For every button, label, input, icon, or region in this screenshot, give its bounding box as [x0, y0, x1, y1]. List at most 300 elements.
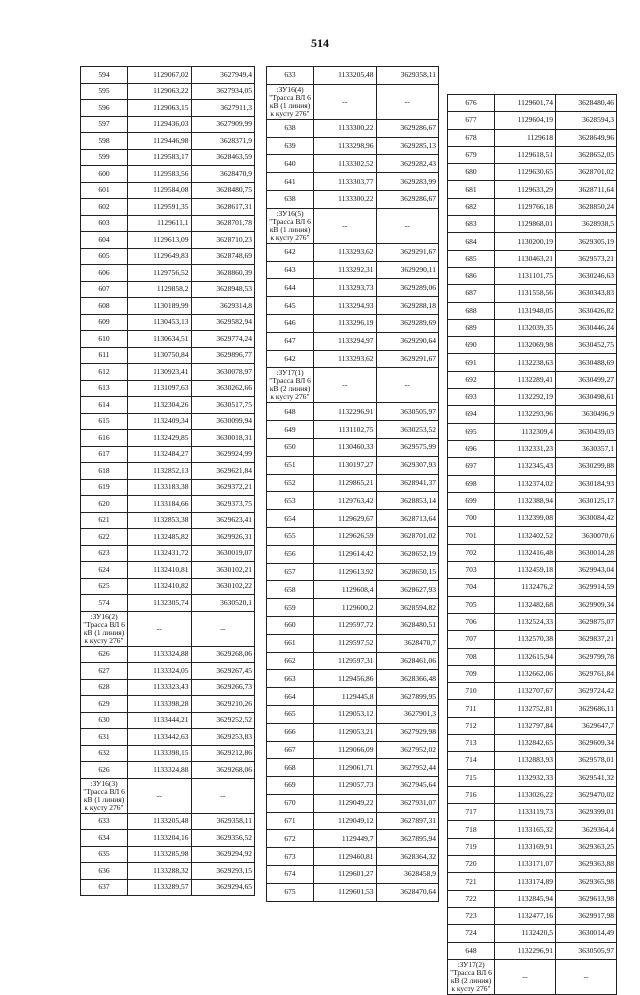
point-number-cell: 611	[81, 347, 128, 364]
y-coordinate-cell: 3629924,99	[191, 446, 255, 463]
point-number-cell: 618	[81, 463, 128, 480]
y-coordinate-cell: 3628650,15	[376, 563, 439, 581]
point-number-cell: 719	[448, 838, 495, 855]
table-row	[81, 182, 255, 199]
table-row	[448, 821, 617, 838]
x-coordinate-cell: 1129601,27	[314, 866, 377, 884]
point-number-cell: 617	[81, 446, 128, 463]
table-row	[267, 759, 439, 777]
table-row	[267, 723, 439, 741]
table-row	[81, 413, 255, 430]
table-row	[81, 100, 255, 117]
point-number-cell: 664	[267, 688, 314, 706]
x-coordinate-cell: 1129766,18	[495, 198, 556, 215]
point-number-cell: 625	[81, 578, 128, 595]
point-number-cell: 659	[267, 599, 314, 617]
table-row	[448, 164, 617, 181]
point-number-cell: 715	[448, 769, 495, 786]
parcel-label-row	[267, 368, 439, 403]
table-row	[267, 883, 439, 901]
point-number-cell: 706	[448, 613, 495, 630]
table-row	[448, 319, 617, 336]
table-row	[267, 67, 439, 85]
x-coordinate-cell: 1132524,33	[495, 613, 556, 630]
table-row	[267, 777, 439, 795]
point-number-cell: 595	[81, 83, 128, 100]
table-row	[267, 563, 439, 581]
table-row	[267, 545, 439, 563]
y-coordinate-cell: 3630125,17	[556, 492, 617, 509]
table-row	[448, 648, 617, 665]
y-coordinate-cell: 3628480,46	[556, 95, 617, 112]
y-coordinate-cell: 3629914,59	[556, 579, 617, 596]
point-number-cell: 692	[448, 371, 495, 388]
y-coordinate-cell: 3628652,19	[376, 545, 439, 563]
point-number-cell: 680	[448, 164, 495, 181]
point-number-cell: 717	[448, 804, 495, 821]
x-coordinate-cell: 1129057,73	[314, 777, 377, 795]
table-row	[448, 285, 617, 302]
table-row	[448, 769, 617, 786]
point-number-cell: 632	[81, 745, 128, 762]
point-number-cell: 633	[81, 813, 128, 830]
table-row	[448, 198, 617, 215]
y-coordinate-cell: 3630499,27	[556, 371, 617, 388]
point-number-cell: 605	[81, 248, 128, 265]
y-coordinate-cell: 3627949,4	[191, 67, 255, 84]
x-coordinate-cell: 1129049,22	[314, 794, 377, 812]
x-coordinate-cell: 1129583,56	[128, 166, 192, 183]
point-number-cell: 612	[81, 364, 128, 381]
x-coordinate-cell: 1132410,81	[128, 562, 192, 579]
y-coordinate-cell: 3628649,96	[556, 129, 617, 146]
table-row	[81, 512, 255, 529]
x-coordinate-cell: 1133298,96	[314, 137, 377, 155]
table-row	[448, 804, 617, 821]
y-coordinate-cell: 3629363,88	[556, 856, 617, 873]
point-number-cell: 637	[81, 879, 128, 896]
point-number-cell: 677	[448, 112, 495, 129]
y-coordinate-cell: 3629253,83	[191, 729, 255, 746]
y-coordinate-cell: 3629268,06	[191, 762, 255, 779]
point-number-cell: 642	[267, 350, 314, 368]
y-coordinate-cell: 3629268,06	[191, 646, 255, 663]
x-coordinate-cell: 1130453,13	[128, 314, 192, 331]
x-coordinate-cell: 1133324,88	[128, 646, 192, 663]
x-coordinate-cell: 1129601,53	[314, 883, 377, 901]
empty-y-cell: --	[376, 208, 439, 243]
table-row	[267, 474, 439, 492]
y-coordinate-cell: 3629356,52	[191, 830, 255, 847]
x-coordinate-cell: 1132932,33	[495, 769, 556, 786]
point-number-cell: 622	[81, 529, 128, 546]
parcel-label-row	[448, 959, 617, 994]
table-row	[448, 665, 617, 682]
y-coordinate-cell: 3629290,64	[376, 332, 439, 350]
point-number-cell: 646	[267, 314, 314, 332]
table-row	[448, 458, 617, 475]
point-number-cell: 709	[448, 665, 495, 682]
y-coordinate-cell: 3630357,1	[556, 440, 617, 457]
point-number-cell: 606	[81, 265, 128, 282]
y-coordinate-cell: 3629289,69	[376, 314, 439, 332]
table-row	[267, 830, 439, 848]
x-coordinate-cell: 1129053,21	[314, 723, 377, 741]
point-number-cell: 610	[81, 331, 128, 348]
point-number-cell: 661	[267, 634, 314, 652]
table-row	[81, 545, 255, 562]
x-coordinate-cell: 1129460,81	[314, 848, 377, 866]
x-coordinate-cell: 1133165,32	[495, 821, 556, 838]
x-coordinate-cell: 1132399,08	[495, 510, 556, 527]
point-number-cell: 636	[81, 863, 128, 880]
x-coordinate-cell: 1132484,27	[128, 446, 192, 463]
y-coordinate-cell: 3629358,11	[191, 813, 255, 830]
table-row	[81, 729, 255, 746]
x-coordinate-cell: 1129601,74	[495, 95, 556, 112]
table-row	[81, 679, 255, 696]
table-row	[448, 579, 617, 596]
y-coordinate-cell: 3629283,99	[376, 173, 439, 191]
table-row	[267, 314, 439, 332]
point-number-cell: 601	[81, 182, 128, 199]
parcel-label: :ЗУ17(1) "Трасса ВЛ 6 кВ (2 линия) к кусту 276"	[267, 368, 314, 403]
y-coordinate-cell: 3628480,75	[191, 182, 255, 199]
x-coordinate-cell: 1133174,89	[495, 873, 556, 890]
x-coordinate-cell: 1133324,05	[128, 663, 192, 680]
table-row	[448, 216, 617, 233]
table-row	[81, 67, 255, 84]
x-coordinate-cell: 1133026,22	[495, 786, 556, 803]
y-coordinate-cell: 3629364,4	[556, 821, 617, 838]
x-coordinate-cell: 1132402,52	[495, 527, 556, 544]
x-coordinate-cell: 1133289,57	[128, 879, 192, 896]
x-coordinate-cell: 1132431,72	[128, 545, 192, 562]
y-coordinate-cell: 3628850,24	[556, 198, 617, 215]
table-row	[81, 712, 255, 729]
table-row	[81, 646, 255, 663]
y-coordinate-cell: 3630018,31	[191, 430, 255, 447]
point-number-cell: 721	[448, 873, 495, 890]
table-row	[81, 199, 255, 216]
y-coordinate-cell: 3629470,02	[556, 786, 617, 803]
y-coordinate-cell: 3627901,3	[376, 705, 439, 723]
parcel-label: :ЗУ17(2) "Трасса ВЛ 6 кВ (2 линия) к кусту 276"	[448, 959, 495, 994]
x-coordinate-cell: 1129445,8	[314, 688, 377, 706]
table-row	[267, 456, 439, 474]
point-number-cell: 608	[81, 298, 128, 315]
table-row	[81, 314, 255, 331]
table-row	[267, 279, 439, 297]
y-coordinate-cell: 3627934,05	[191, 83, 255, 100]
point-number-cell: 651	[267, 456, 314, 474]
y-coordinate-cell: 3627909,99	[191, 116, 255, 133]
empty-x-cell: --	[314, 368, 377, 403]
table-row	[81, 762, 255, 779]
table-row	[448, 596, 617, 613]
x-coordinate-cell: 1133169,91	[495, 838, 556, 855]
table-row	[267, 190, 439, 208]
table-row	[448, 302, 617, 319]
x-coordinate-cell: 1129600,2	[314, 599, 377, 617]
point-number-cell: 724	[448, 925, 495, 942]
point-number-cell: 654	[267, 510, 314, 528]
x-coordinate-cell: 1133302,52	[314, 155, 377, 173]
table-row	[81, 696, 255, 713]
table-row	[81, 529, 255, 546]
point-number-cell: 609	[81, 314, 128, 331]
point-number-cell: 633	[267, 67, 314, 85]
y-coordinate-cell: 3629774,24	[191, 331, 255, 348]
table-row	[267, 599, 439, 617]
x-coordinate-cell: 1133205,48	[314, 67, 377, 85]
point-number-cell: 658	[267, 581, 314, 599]
y-coordinate-cell: 3628711,64	[556, 181, 617, 198]
x-coordinate-cell: 1129583,17	[128, 149, 192, 166]
x-coordinate-cell: 1132293,96	[495, 406, 556, 423]
point-number-cell: 695	[448, 423, 495, 440]
point-number-cell: 720	[448, 856, 495, 873]
coordinates-table-left	[80, 66, 255, 896]
point-number-cell: 716	[448, 786, 495, 803]
y-coordinate-cell: 3628470,9	[191, 166, 255, 183]
y-coordinate-cell: 3628627,93	[376, 581, 439, 599]
coordinates-table-right	[447, 94, 617, 995]
y-coordinate-cell: 3630070,6	[556, 527, 617, 544]
table-row	[267, 119, 439, 137]
y-coordinate-cell: 3628701,78	[191, 215, 255, 232]
y-coordinate-cell: 3628652,05	[556, 146, 617, 163]
x-coordinate-cell: 1132296,91	[314, 403, 377, 421]
x-coordinate-cell: 1131097,63	[128, 380, 192, 397]
point-number-cell: 722	[448, 890, 495, 907]
table-row	[267, 741, 439, 759]
table-row	[267, 705, 439, 723]
point-number-cell: 668	[267, 759, 314, 777]
table-row	[448, 562, 617, 579]
table-row	[81, 364, 255, 381]
x-coordinate-cell: 1132388,94	[495, 492, 556, 509]
x-coordinate-cell: 1131558,56	[495, 285, 556, 302]
y-coordinate-cell: 3630452,75	[556, 337, 617, 354]
table-row	[448, 440, 617, 457]
y-coordinate-cell: 3627945,64	[376, 777, 439, 795]
table-row	[267, 297, 439, 315]
x-coordinate-cell: 1133444,21	[128, 712, 192, 729]
x-coordinate-cell: 1129613,09	[128, 232, 192, 249]
point-number-cell: 626	[81, 646, 128, 663]
y-coordinate-cell: 3630102,21	[191, 562, 255, 579]
y-coordinate-cell: 3629943,04	[556, 562, 617, 579]
x-coordinate-cell: 1131101,75	[495, 267, 556, 284]
x-coordinate-cell: 1132345,43	[495, 458, 556, 475]
table-row	[448, 734, 617, 751]
point-number-cell: 613	[81, 380, 128, 397]
point-number-cell: 697	[448, 458, 495, 475]
table-row	[448, 233, 617, 250]
y-coordinate-cell: 3629285,13	[376, 137, 439, 155]
point-number-cell: 691	[448, 354, 495, 371]
y-coordinate-cell: 3629307,93	[376, 456, 439, 474]
table-row	[81, 430, 255, 447]
table-row	[448, 112, 617, 129]
y-coordinate-cell: 3630102,22	[191, 578, 255, 595]
x-coordinate-cell: 1132410,82	[128, 578, 192, 595]
point-number-cell: 628	[81, 679, 128, 696]
y-coordinate-cell: 3629896,77	[191, 347, 255, 364]
y-coordinate-cell: 3629291,67	[376, 350, 439, 368]
y-coordinate-cell: 3628463,59	[191, 149, 255, 166]
x-coordinate-cell: 1129865,21	[314, 474, 377, 492]
x-coordinate-cell: 1133288,32	[128, 863, 192, 880]
x-coordinate-cell: 1131948,05	[495, 302, 556, 319]
table-row	[267, 581, 439, 599]
y-coordinate-cell: 3629837,21	[556, 631, 617, 648]
point-number-cell: 621	[81, 512, 128, 529]
table-row	[267, 688, 439, 706]
point-number-cell: 619	[81, 479, 128, 496]
y-coordinate-cell: 3630253,52	[376, 421, 439, 439]
table-row	[81, 879, 255, 896]
point-number-cell: 687	[448, 285, 495, 302]
x-coordinate-cell: 1132853,38	[128, 512, 192, 529]
point-number-cell: 711	[448, 700, 495, 717]
y-coordinate-cell: 3630014,28	[556, 544, 617, 561]
table-row	[81, 232, 255, 249]
y-coordinate-cell: 3629724,42	[556, 683, 617, 700]
point-number-cell: 643	[267, 261, 314, 279]
y-coordinate-cell: 3629289,06	[376, 279, 439, 297]
coordinates-table-middle	[266, 66, 439, 902]
point-number-cell: 650	[267, 438, 314, 456]
x-coordinate-cell: 1132238,63	[495, 354, 556, 371]
point-number-cell: 682	[448, 198, 495, 215]
y-coordinate-cell: 3629799,78	[556, 648, 617, 665]
table-row	[81, 595, 255, 612]
table-row	[448, 250, 617, 267]
table-row	[448, 752, 617, 769]
point-number-cell: 635	[81, 846, 128, 863]
y-coordinate-cell: 3629621,84	[191, 463, 255, 480]
point-number-cell: 675	[267, 883, 314, 901]
table-row	[81, 578, 255, 595]
y-coordinate-cell: 3628701,02	[376, 527, 439, 545]
table-row	[81, 663, 255, 680]
point-number-cell: 683	[448, 216, 495, 233]
empty-y-cell: --	[191, 611, 255, 646]
table-row	[267, 866, 439, 884]
point-number-cell: 686	[448, 267, 495, 284]
table-row	[81, 863, 255, 880]
point-number-cell: 678	[448, 129, 495, 146]
x-coordinate-cell: 1132331,23	[495, 440, 556, 457]
parcel-label-row	[267, 208, 439, 243]
table-row	[81, 380, 255, 397]
y-coordinate-cell: 3629266,73	[191, 679, 255, 696]
x-coordinate-cell: 1132842,65	[495, 734, 556, 751]
x-coordinate-cell: 1129591,35	[128, 199, 192, 216]
y-coordinate-cell: 3629575,99	[376, 438, 439, 456]
point-number-cell: 649	[267, 421, 314, 439]
empty-x-cell: --	[314, 84, 377, 119]
y-coordinate-cell: 3629613,98	[556, 890, 617, 907]
point-number-cell: 712	[448, 717, 495, 734]
table-row	[267, 173, 439, 191]
point-number-cell: 672	[267, 830, 314, 848]
point-number-cell: 662	[267, 652, 314, 670]
x-coordinate-cell: 1129063,15	[128, 100, 192, 117]
point-number-cell: 638	[267, 190, 314, 208]
y-coordinate-cell: 3628853,14	[376, 492, 439, 510]
y-coordinate-cell: 3630343,83	[556, 285, 617, 302]
y-coordinate-cell: 3629252,52	[191, 712, 255, 729]
point-number-cell: 704	[448, 579, 495, 596]
x-coordinate-cell: 1129449,7	[314, 830, 377, 848]
table-row	[448, 544, 617, 561]
y-coordinate-cell: 3628701,02	[556, 164, 617, 181]
table-row	[448, 856, 617, 873]
table-row	[81, 830, 255, 847]
y-coordinate-cell: 3629875,07	[556, 613, 617, 630]
x-coordinate-cell: 1130750,84	[128, 347, 192, 364]
empty-y-cell: --	[191, 778, 255, 813]
x-coordinate-cell: 1129604,19	[495, 112, 556, 129]
point-number-cell: 630	[81, 712, 128, 729]
table-row	[267, 527, 439, 545]
y-coordinate-cell: 3629293,15	[191, 863, 255, 880]
empty-y-cell: --	[376, 84, 439, 119]
point-number-cell: 603	[81, 215, 128, 232]
point-number-cell: 652	[267, 474, 314, 492]
y-coordinate-cell: 3629609,34	[556, 734, 617, 751]
point-number-cell: 690	[448, 337, 495, 354]
y-coordinate-cell: 3629286,67	[376, 190, 439, 208]
x-coordinate-cell: 1132289,41	[495, 371, 556, 388]
point-number-cell: 604	[81, 232, 128, 249]
y-coordinate-cell: 3629399,01	[556, 804, 617, 821]
point-number-cell: 644	[267, 279, 314, 297]
table-row	[448, 717, 617, 734]
y-coordinate-cell: 3629623,41	[191, 512, 255, 529]
point-number-cell: 694	[448, 406, 495, 423]
table-row	[448, 389, 617, 406]
y-coordinate-cell: 3629363,25	[556, 838, 617, 855]
y-coordinate-cell: 3628748,69	[191, 248, 255, 265]
table-row	[81, 248, 255, 265]
y-coordinate-cell: 3630520,1	[191, 595, 255, 612]
x-coordinate-cell: 1132852,13	[128, 463, 192, 480]
x-coordinate-cell: 1132420,5	[495, 925, 556, 942]
x-coordinate-cell: 1133442,63	[128, 729, 192, 746]
y-coordinate-cell: 3630099,94	[191, 413, 255, 430]
y-coordinate-cell: 3628458,9	[376, 866, 439, 884]
point-number-cell: 597	[81, 116, 128, 133]
y-coordinate-cell: 3630426,82	[556, 302, 617, 319]
table-row	[448, 942, 617, 959]
point-number-cell: 629	[81, 696, 128, 713]
x-coordinate-cell: 1132069,98	[495, 337, 556, 354]
point-number-cell: 676	[448, 95, 495, 112]
x-coordinate-cell: 1133171,07	[495, 856, 556, 873]
y-coordinate-cell: 3630299,88	[556, 458, 617, 475]
table-row	[81, 331, 255, 348]
y-coordinate-cell: 3630505,97	[556, 942, 617, 959]
x-coordinate-cell: 1132305,74	[128, 595, 192, 612]
empty-y-cell: --	[556, 959, 617, 994]
table-row	[267, 261, 439, 279]
x-coordinate-cell: 1132304,26	[128, 397, 192, 414]
x-coordinate-cell: 1132309,4	[495, 423, 556, 440]
